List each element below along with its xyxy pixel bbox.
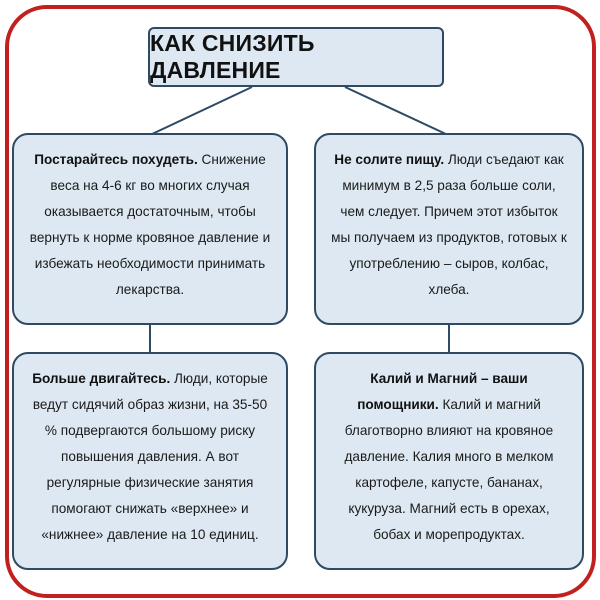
connector-title-to-right [345, 87, 448, 135]
tip-heading: Калий и Магний – ваши помощники. [357, 371, 528, 412]
tip-heading: Больше двигайтесь. [32, 371, 175, 386]
tip-heading: Постарайтесь похудеть. [34, 152, 202, 167]
tip-card-no-salt [314, 133, 584, 325]
tip-card-lose-weight [12, 133, 288, 325]
title-box [148, 27, 444, 87]
tip-card-potassium-magnesium [314, 352, 584, 570]
tip-heading: Не солите пищу. [334, 152, 448, 167]
tip-text: Снижение веса на 4-6 кг во многих случая оказывается достаточным, чтобы вернуть к норме кровяное давление и избежать необходимости принимать лекарства. [29, 152, 271, 297]
tip-text: Калий и магний благотворно влияют на кровяное давление. Калия много в мелком картофеле, капусте, бананах, кукуруза. Магний есть в орехах, бобах и морепродуктах. [344, 397, 554, 542]
tip-text: Люди, которые ведут сидячий образ жизни, на 35-50 % подвергаются большому риску повышения давления. А вот регулярные физические занятия помогают снижать «верхнее» и «нижнее» давление на 10 единиц. [32, 371, 268, 542]
connector-title-to-left [150, 87, 252, 135]
page-title: КАК СНИЗИТЬ ДАВЛЕНИЕ [150, 30, 315, 83]
tip-card-move-more [12, 352, 288, 570]
tip-text: Люди съедают как минимум в 2,5 раза больше соли, чем следует. Причем этот избыток мы получаем из продуктов, готовых к употреблению – сыров, колбас, хлеба. [331, 152, 567, 297]
